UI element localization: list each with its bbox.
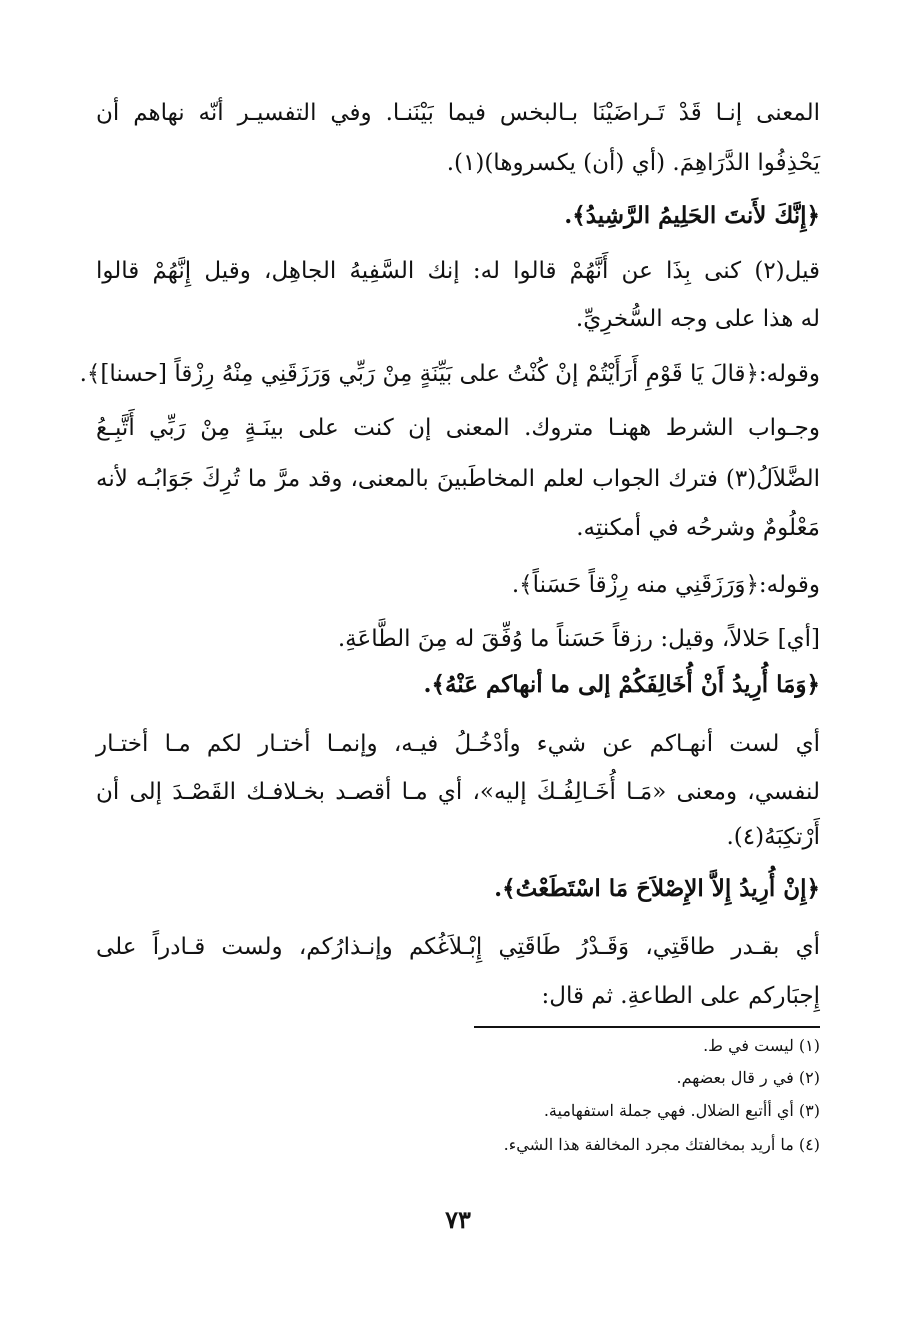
page-number: ٧٣: [445, 1205, 471, 1234]
text-line-9: وقوله:﴿وَرَزَقَنِي منه رِزْقاً حَسَناً﴾.: [511, 572, 820, 598]
text-line-4: له هذا على وجه السُّخرِيِّ.: [575, 306, 820, 332]
quran-verse-3: ﴿إِنْ أُرِيدُ إِلاَّ الإِصْلاَحَ مَا اسْتَطَعْتُ﴾.: [494, 875, 820, 902]
footnote-3: (٣) أي أأتبع الضلال. فهي جملة استفهامية.: [543, 1101, 820, 1120]
text-line-15: إِجبَاركم على الطاعةِ. ثم قال:: [541, 983, 820, 1009]
text-line-1: المعنى إنـا قَدْ تَـراضَيْنَا بـالبخس فيما بَيْنَنـا. وفي التفسيـر أنّه نهاهم أن: [96, 100, 820, 126]
footnote-divider: [474, 1026, 820, 1028]
text-line-13: أَرْتكِبَهُ(٤).: [726, 824, 820, 850]
text-line-2: يَحْذِفُوا الدَّرَاهِمَ. (أي (أن) يكسروها)(١).: [446, 150, 820, 176]
text-line-10: [أي] حَلالاً، وقيل: رزقاً حَسَناً ما وُفِّقَ له مِنَ الطَّاعَةِ.: [337, 626, 820, 652]
footnote-1: (١) ليست في ط.: [703, 1036, 820, 1055]
text-line-8: مَعْلُومٌ وشرحُه في أمكنتِه.: [576, 515, 820, 541]
text-line-7: الضَّلاَلُ(٣) فترك الجواب لعلم المخاطَبينَ بالمعنى، وقد مرَّ ما تُرِكَ جَوَابُـه لأنه: [96, 466, 820, 492]
text-line-14: أي بقـدر طاقَتِي، وَقَـدْرُ طَاقَتِي إِبْـلاَغُكم وإنـذارُكم، ولست قـادراً على: [96, 934, 820, 960]
text-line-3: قيل(٢) كنى بِذَا عن أَنَّهُمْ قالوا له: إنك السَّفِيهُ الجاهِل، وقيل إِنَّهُمْ قالوا: [96, 258, 820, 284]
text-line-12: لنفسي، ومعنى «مَـا أُخَـالِفُـكَ إليه»، أي مـا أقصـد بخـلافـك القَصْـدَ إلى أن: [96, 779, 820, 805]
footnote-2: (٢) في ر قال بعضهم.: [676, 1068, 820, 1087]
text-line-6: وجـواب الشرط ههنـا متروك. المعنى إن كنت على بينَـةٍ مِنْ رَبِّي أَتَّبِـعُ: [96, 415, 820, 441]
quran-verse-1: ﴿إِنَّكَ لأَنتَ الحَلِيمُ الرَّشِيدُ﴾.: [564, 202, 820, 229]
text-line-11: أي لست أنهـاكم عن شيء وأدْخُـلُ فيـه، وإنمـا أختـار لكم مـا أختـار: [96, 731, 820, 757]
text-line-5: وقوله:﴿قالَ يَا قَوْمِ أَرَأَيْتُمْ إنْ كُنْتُ على بَيِّنَةٍ مِنْ رَبِّي وَرَزَقَنِي مِنْهُ رِزْقاً [حسنا]﴾.: [79, 361, 820, 387]
quran-verse-2: ﴿وَمَا أُرِيدُ أَنْ أُخَالِفَكُمْ إلى ما أنهاكم عَنْهُ﴾.: [423, 671, 820, 698]
footnote-4: (٤) ما أريد بمخالفتك مجرد المخالفة هذا الشيء.: [503, 1135, 820, 1154]
